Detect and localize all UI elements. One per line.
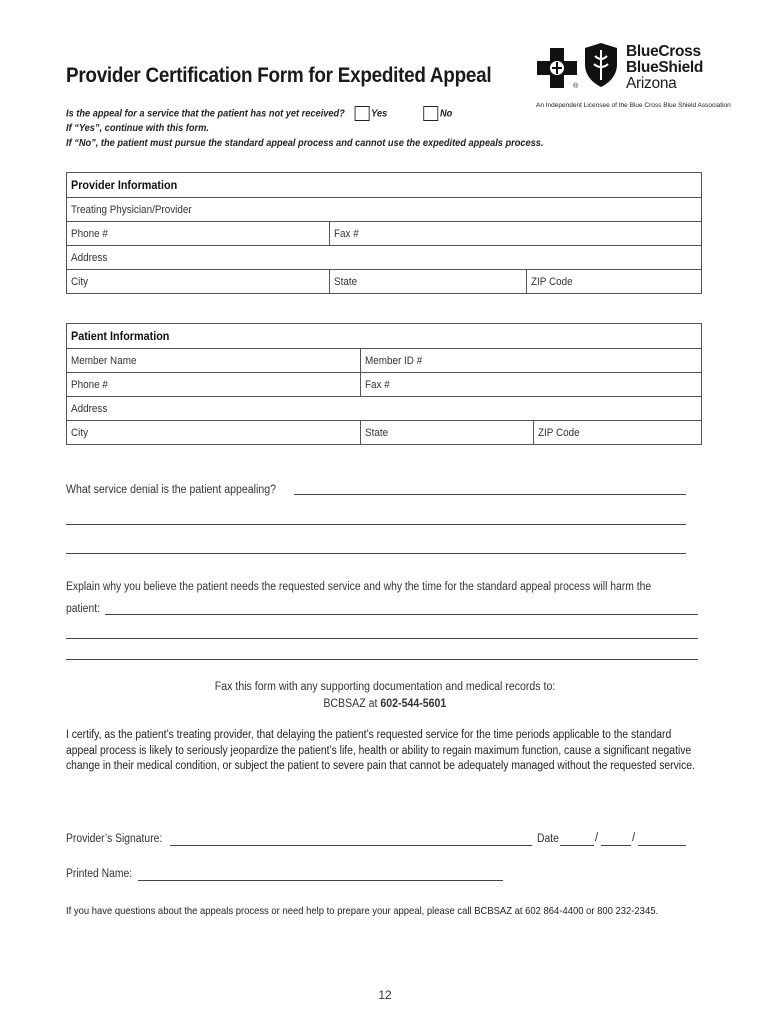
patient-address-label: Address [71,402,108,415]
question-text: Is the appeal for a service that the patient has not yet received? [66,107,345,120]
provider-signature-label [66,833,173,845]
patient-fax-label: Fax # [365,378,390,391]
logo-blueshield: BlueShield [626,59,704,76]
no-checkbox[interactable] [423,106,438,121]
no-label: No [440,107,453,120]
patient-address-field[interactable] [67,397,702,421]
date-label [537,833,561,845]
fax-number-line [0,698,770,710]
provider-phone-field[interactable] [67,222,330,246]
blue-cross-icon [536,47,578,89]
patient-label [66,603,104,615]
patient-fax-field[interactable] [361,373,702,397]
treating-physician-label: Treating Physician/Provider [71,203,192,216]
bcbs-logo [536,42,716,102]
signature-line[interactable] [170,845,532,846]
patient-zip-field[interactable] [534,421,702,445]
patient-city-label: City [71,426,89,439]
patient-state-field[interactable] [361,421,534,445]
signature-label-text: Provider’s Signature: [66,833,163,845]
patient-city-field[interactable] [67,421,361,445]
explain-question [66,581,716,593]
provider-city-label: City [71,275,89,288]
printed-name-text: Printed Name: [66,868,133,880]
service-question [66,106,452,121]
explain-answer-line-2[interactable] [66,638,698,639]
if-yes-instruction: If “Yes”, continue with this form. [66,122,209,134]
member-name-field[interactable] [67,349,361,373]
date-day-line[interactable] [601,845,631,846]
denial-answer-line-1[interactable] [294,494,686,495]
member-name-label: Member Name [71,354,137,367]
yes-label: Yes [371,107,388,120]
registered-mark: ® [573,83,579,90]
logo-arizona: Arizona [626,75,677,92]
printed-name-line[interactable] [138,880,503,881]
certification-statement: I certify, as the patient’s treating provider, that delaying the patient’s requested service for the time periods applicable to the standard appeal process is likely to seriously jeopardize the patient’s life, health or ability to regain maximum function, cause a significant negative change in their medical condition, or subject the patient to severe pain that cannot be adequately managed without the requested service. [66,729,695,772]
provider-fax-field[interactable] [330,222,702,246]
denial-question-label: What service denial is the patient appealing? [66,484,276,496]
date-separator-2: / [632,832,636,844]
treating-physician-field[interactable] [67,198,702,222]
provider-zip-field[interactable] [527,270,702,294]
date-year-line[interactable] [638,845,686,846]
patient-state-label: State [365,426,389,439]
patient-info-heading: Patient Information [71,329,170,343]
provider-state-field[interactable] [330,270,527,294]
denial-answer-line-2[interactable] [66,524,686,525]
provider-address-field[interactable] [67,246,702,270]
patient-colon-label: patient: [66,603,100,615]
page-number: 12 [378,988,392,1002]
date-month-line[interactable] [560,845,594,846]
printed-name-label [66,868,140,880]
provider-fax-label: Fax # [334,227,359,240]
logo-bluecross: BlueCross [626,43,701,60]
member-id-label: Member ID # [365,354,423,367]
provider-address-label: Address [71,251,108,264]
provider-phone-label: Phone # [71,227,108,240]
logo-tagline: An Independent Licensee of the Blue Cross Blue Shield Association [536,102,731,109]
denial-question [66,484,294,496]
if-no-instruction: If “No”, the patient must pursue the standard appeal process and cannot use the expedited appeals process. [66,137,544,149]
provider-state-label: State [334,275,358,288]
fax-number: 602-544-5601 [380,698,447,710]
provider-info-table [66,172,702,294]
fax-prefix: BCBSAZ at [323,698,378,710]
blue-shield-icon [583,42,619,88]
explain-answer-line-3[interactable] [66,659,698,660]
member-id-field[interactable] [361,349,702,373]
patient-phone-label: Phone # [71,378,108,391]
explain-question-label: Explain why you believe the patient needs the requested service and why the time for the standard appeal process will harm the [66,581,652,593]
patient-phone-field[interactable] [67,373,361,397]
provider-info-heading: Provider Information [71,178,178,192]
page-title: Provider Certification Form for Expedited Appeal [66,64,492,87]
date-separator-1: / [595,832,599,844]
patient-info-table [66,323,702,445]
provider-city-field[interactable] [67,270,330,294]
date-label-text: Date [537,833,559,845]
denial-answer-line-3[interactable] [66,553,686,554]
fax-instruction-text: Fax this form with any supporting documentation and medical records to: [214,681,556,693]
explain-answer-line-1[interactable] [105,614,698,615]
footer-questions: If you have questions about the appeals process or need help to prepare your appeal, please call BCBSAZ at 602 864-4400 or 800 232-2345. [66,905,659,917]
yes-checkbox[interactable] [354,106,369,121]
fax-instruction [0,681,770,693]
provider-zip-label: ZIP Code [531,275,573,288]
patient-zip-label: ZIP Code [538,426,580,439]
